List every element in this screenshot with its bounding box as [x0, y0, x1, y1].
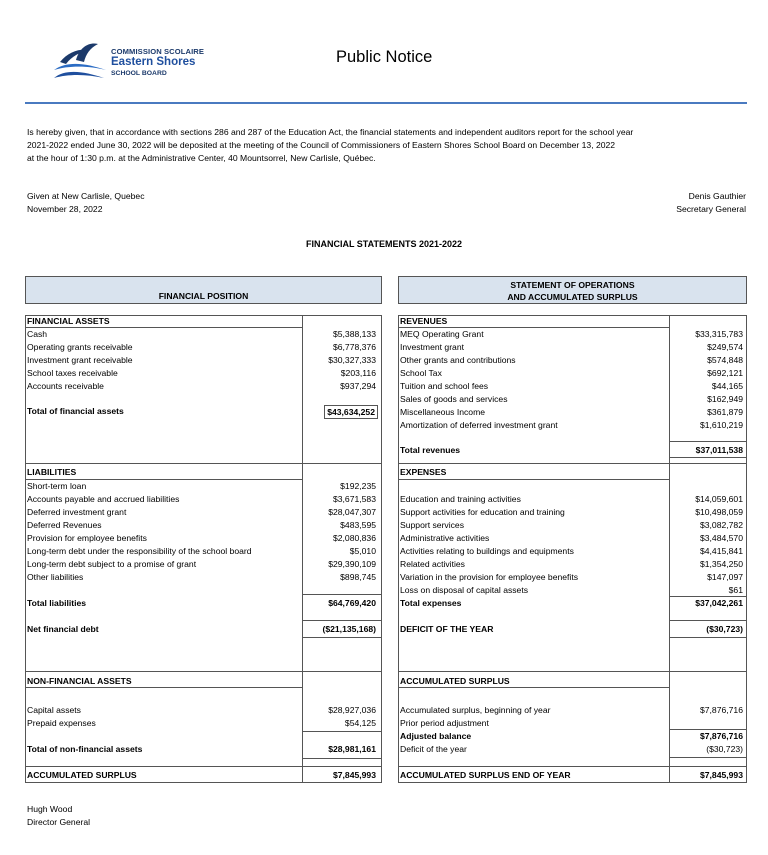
list-item-label: Deferred Revenues [27, 520, 102, 530]
list-item-value: $1,610,219 [699, 420, 743, 430]
notice-line: Is hereby given, that in accordance with sections 286 and 287 of the Education Act, the financial statements and independent auditors report for the school year [27, 127, 634, 137]
list-item-value: $203,116 [340, 368, 376, 378]
notice-paragraph [27, 126, 742, 165]
list-item-label: Other liabilities [27, 572, 84, 582]
list-item-label: Investment grant receivable [27, 355, 133, 365]
notice-line: 2021-2022 ended June 30, 2022 will be deposited at the meeting of the Council of Commissioners of Eastern Shores School Board on December 13, 2022 [27, 140, 616, 150]
list-item-label: Amortization of deferred investment grant [400, 420, 558, 430]
footer-signature [27, 803, 90, 829]
list-item-value: $61 [728, 585, 743, 595]
list-item-label: Long-term debt under the responsibility of the school board [27, 546, 252, 556]
total-financial-assets-value: $43,634,252 [324, 405, 378, 419]
list-item-label: Other grants and contributions [400, 355, 516, 365]
net-financial-debt-value: ($21,135,168) [322, 624, 376, 634]
list-item-value: $692,121 [707, 368, 743, 378]
list-item-label: Long-term debt subject to a promise of grant [27, 559, 197, 569]
list-item-value: $249,574 [707, 342, 743, 352]
logo-text [111, 46, 204, 79]
list-item-value: $3,484,570 [699, 533, 743, 543]
list-item-label: Cash [27, 329, 48, 339]
operations-heading [398, 276, 747, 304]
list-item-value: $5,010 [349, 546, 376, 556]
signer-name: Denis Gauthier [688, 191, 746, 201]
as-adjusted-label: Adjusted balance [400, 731, 472, 741]
list-item-label: Sales of goods and services [400, 394, 508, 404]
list-item-value: $147,097 [707, 572, 743, 582]
list-item-value: $33,315,783 [695, 329, 743, 339]
subtotal-rule [670, 596, 747, 597]
subtotal-rule [303, 594, 382, 595]
section-divider [398, 671, 747, 672]
row-divider [398, 327, 670, 328]
total-expenses-label: Total expenses [400, 598, 462, 608]
deficit-of-year-value: ($30,723) [706, 624, 743, 634]
list-item-label: Investment grant [400, 342, 465, 352]
accumulated-surplus-title: ACCUMULATED SURPLUS [400, 676, 510, 686]
signer-block [676, 190, 746, 216]
list-item-label: Related activities [400, 559, 465, 569]
total-rule [670, 457, 747, 458]
list-item-label: Support activities for education and training [400, 507, 565, 517]
total-liabilities-label: Total liabilities [27, 598, 87, 608]
list-item-label: Variation in the provision for employee benefits [400, 572, 579, 582]
row-divider [25, 687, 303, 688]
list-item-value: $192,235 [340, 481, 376, 491]
list-item-value: $898,745 [340, 572, 376, 582]
list-item-value: $361,879 [707, 407, 743, 417]
list-item-value: $14,059,601 [695, 494, 743, 504]
total-financial-assets-label: Total of financial assets [27, 406, 124, 416]
list-item-label: Short-term loan [27, 481, 87, 491]
section-divider [25, 671, 382, 672]
accumulated-surplus-value: $7,845,993 [332, 770, 376, 780]
column-divider [669, 316, 670, 782]
section-divider [25, 766, 382, 767]
subtotal-rule [303, 731, 382, 732]
operations-heading-line1: STATEMENT OF OPERATIONS [510, 280, 635, 290]
list-item-label: Provision for employee benefits [27, 533, 147, 543]
list-item-value: $28,927,036 [328, 705, 376, 715]
list-item-label: Capital assets [27, 705, 81, 715]
list-item-value: $29,390,109 [328, 559, 376, 569]
total-rule [303, 637, 382, 638]
list-item-value: $54,125 [344, 718, 376, 728]
list-item-value: $4,415,841 [699, 546, 743, 556]
subtotal-rule [670, 729, 747, 730]
list-item-label: Tuition and school fees [400, 381, 489, 391]
section-divider [25, 463, 382, 464]
as-end-value: $7,845,993 [699, 770, 743, 780]
footer-title: Director General [27, 817, 91, 827]
total-revenues-label: Total revenues [400, 445, 461, 455]
deficit-of-year-label: DEFICIT OF THE YEAR [400, 624, 494, 634]
given-date: November 28, 2022 [27, 204, 103, 214]
revenues-title: REVENUES [400, 316, 448, 326]
as-deficit-label: Deficit of the year [400, 744, 467, 754]
as-begin-label: Accumulated surplus, beginning of year [400, 705, 551, 715]
subtotal-rule [670, 441, 747, 442]
column-divider [302, 316, 303, 782]
total-expenses-value: $37,042,261 [695, 598, 743, 608]
list-item-value: $483,595 [340, 520, 376, 530]
list-item-value: $1,354,250 [699, 559, 743, 569]
total-non-financial-assets-value: $28,981,161 [328, 744, 376, 754]
financial-assets-title: FINANCIAL ASSETS [27, 316, 110, 326]
row-divider [398, 687, 670, 688]
list-item-value: $3,671,583 [332, 494, 376, 504]
given-block [27, 190, 145, 216]
non-financial-assets-title: NON-FINANCIAL ASSETS [27, 676, 132, 686]
list-item-label: School taxes receivable [27, 368, 118, 378]
subtotal-rule [670, 620, 747, 621]
list-item-label: Activities relating to buildings and equipments [400, 546, 574, 556]
list-item-value: $6,778,376 [332, 342, 376, 352]
total-liabilities-value: $64,769,420 [328, 598, 376, 608]
expenses-title: EXPENSES [400, 467, 447, 477]
logo-line2: Eastern Shores [111, 56, 196, 68]
total-non-financial-assets-label: Total of non-financial assets [27, 744, 143, 754]
as-adjusted-value: $7,876,716 [699, 731, 743, 741]
section-divider [398, 766, 747, 767]
as-deficit-value: ($30,723) [706, 744, 743, 754]
accumulated-surplus-label: ACCUMULATED SURPLUS [27, 770, 137, 780]
page-title: Public Notice [336, 48, 433, 66]
list-item-label: Accounts receivable [27, 381, 104, 391]
net-financial-debt-label: Net financial debt [27, 624, 99, 634]
total-rule [303, 758, 382, 759]
total-rule [670, 637, 747, 638]
footer-name: Hugh Wood [27, 804, 73, 814]
notice-line: at the hour of 1:30 p.m. at the Administrative Center, 40 Mountsorrel, New Carlisle, Québec. [27, 153, 376, 163]
given-place: Given at New Carlisle, Quebec [27, 191, 145, 201]
logo-line1: COMMISSION SCOLAIRE [111, 47, 205, 56]
operations-heading-line2: AND ACCUMULATED SURPLUS [507, 292, 638, 302]
list-item-label: Miscellaneous Income [400, 407, 486, 417]
list-item-value: $162,949 [707, 394, 743, 404]
header-divider [25, 102, 747, 104]
row-divider [398, 479, 670, 480]
financial-position-heading [25, 276, 382, 304]
as-end-label: ACCUMULATED SURPLUS END OF YEAR [400, 770, 571, 780]
as-prior-label: Prior period adjustment [400, 718, 489, 728]
list-item-label: Accounts payable and accrued liabilities [27, 494, 180, 504]
list-item-value: $937,294 [340, 381, 376, 391]
section-divider [398, 463, 747, 464]
list-item-value: $10,498,059 [695, 507, 743, 517]
list-item-label: Deferred investment grant [27, 507, 127, 517]
list-item-label: Administrative activities [400, 533, 490, 543]
list-item-label: Operating grants receivable [27, 342, 133, 352]
subtotal-rule [303, 620, 382, 621]
logo-line3: SCHOOL BOARD [111, 70, 167, 77]
row-divider [25, 479, 303, 480]
list-item-label: MEQ Operating Grant [400, 329, 484, 339]
list-item-value: $5,388,133 [332, 329, 376, 339]
total-revenues-value: $37,011,538 [695, 445, 743, 455]
list-item-label: Loss on disposal of capital assets [400, 585, 529, 595]
list-item-value: $30,327,333 [328, 355, 376, 365]
total-rule [670, 757, 747, 758]
list-item-value: $44,165 [711, 381, 743, 391]
list-item-value: $28,047,307 [328, 507, 376, 517]
list-item-label: Support services [400, 520, 465, 530]
list-item-value: $2,080,836 [332, 533, 376, 543]
liabilities-title: LIABILITIES [27, 467, 77, 477]
as-begin-value: $7,876,716 [699, 705, 743, 715]
row-divider [25, 327, 303, 328]
list-item-label: School Tax [400, 368, 442, 378]
list-item-value: $3,082,782 [699, 520, 743, 530]
financial-position-heading-text: FINANCIAL POSITION [158, 291, 249, 301]
statements-title: FINANCIAL STATEMENTS 2021-2022 [305, 239, 463, 249]
list-item-value: $574,848 [707, 355, 743, 365]
list-item-label: Prepaid expenses [27, 718, 96, 728]
list-item-label: Education and training activities [400, 494, 521, 504]
signer-title: Secretary General [676, 204, 746, 214]
